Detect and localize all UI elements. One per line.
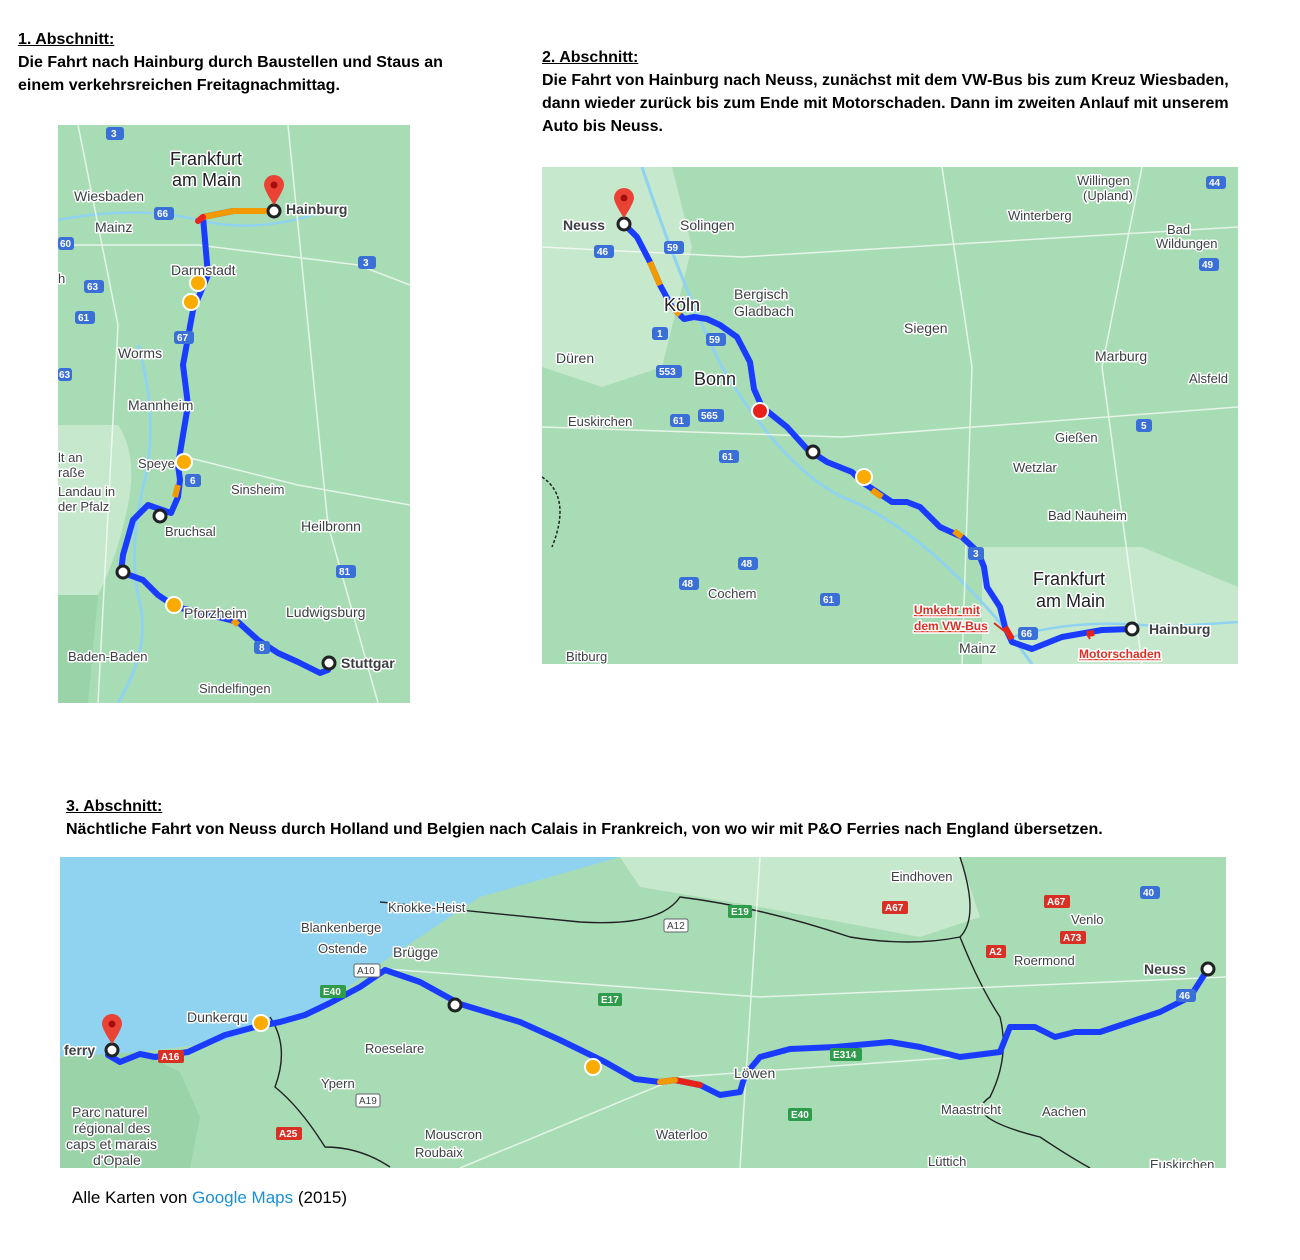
label-roubaix: Roubaix [415, 1145, 463, 1160]
label-upland: (Upland) [1083, 188, 1133, 203]
label-solingen: Solingen [680, 217, 735, 233]
svg-text:61: 61 [823, 595, 835, 606]
label-parc-line1: Parc naturel [72, 1104, 148, 1120]
svg-text:66: 66 [157, 209, 169, 220]
map3-roadwork-icon [585, 1059, 601, 1075]
label-neuss: Neuss [563, 217, 606, 233]
label-waterloo: Waterloo [656, 1127, 708, 1142]
label-pfalz: der Pfalz [58, 499, 110, 514]
map2-start-point[interactable] [1126, 623, 1138, 635]
section1-caption [18, 28, 488, 97]
label-pforzheim: Pforzheim [184, 605, 248, 621]
map1-traffic-segment2 [175, 485, 178, 497]
section2-caption [542, 46, 1242, 138]
footer-prefix: Alle Karten von [72, 1188, 193, 1207]
svg-text:E40: E40 [323, 987, 341, 998]
label-cochem: Cochem [708, 586, 757, 601]
section1-heading: 1. Abschnitt: [18, 31, 115, 48]
svg-text:61: 61 [673, 416, 685, 427]
label-stuttgart: Stuttgar [341, 655, 395, 671]
svg-text:8: 8 [259, 643, 265, 654]
label-winterberg: Winterberg [1008, 208, 1072, 223]
label-euskirchen: Euskirchen [568, 414, 633, 429]
map-section3[interactable] [60, 857, 1226, 1168]
label-an: lt an [58, 450, 83, 465]
map3-waypoint[interactable] [449, 999, 461, 1011]
svg-text:44: 44 [1209, 178, 1221, 189]
svg-text:E314: E314 [833, 1050, 857, 1061]
map-section2[interactable] [542, 167, 1238, 664]
label-bad-nauheim: Bad Nauheim [1048, 508, 1127, 523]
map1-waypoint[interactable] [154, 510, 166, 522]
label-blankenberge: Blankenberge [301, 920, 382, 935]
label-mainz: Mainz [959, 640, 997, 656]
label-roermond: Roermond [1014, 953, 1075, 968]
svg-text:1: 1 [657, 329, 663, 340]
label-am-main: am Main [172, 170, 242, 190]
label-landau: Landau in [58, 484, 116, 499]
label-knokke: Knokke-Heist [388, 900, 466, 915]
svg-text:48: 48 [741, 559, 753, 570]
note-umkehr-line2: dem VW-Bus [914, 619, 988, 633]
svg-text:81: 81 [339, 567, 351, 578]
label-bruchsal: Bruchsal [165, 524, 216, 539]
google-maps-link[interactable]: Google Maps [192, 1188, 294, 1207]
svg-text:A25: A25 [279, 1129, 298, 1140]
map1-canvas [58, 125, 410, 703]
label-wetzlar: Wetzlar [1013, 460, 1057, 475]
label-ludwigsburg: Ludwigsburg [286, 604, 366, 620]
map3-canvas [60, 857, 1226, 1168]
svg-text:A67: A67 [1047, 897, 1066, 908]
label-bitburg: Bitburg [566, 649, 608, 664]
label-baden-baden: Baden-Baden [68, 649, 148, 664]
label-hainburg: Hainburg [286, 201, 348, 217]
label-am-main: am Main [1036, 591, 1106, 611]
svg-text:46: 46 [597, 247, 609, 258]
svg-text:63: 63 [87, 282, 99, 293]
map2-accident-icon [752, 403, 768, 419]
label-darmstadt: Darmstadt [171, 262, 236, 278]
map1-traffic-red [198, 217, 203, 221]
section2-text: Die Fahrt von Hainburg nach Neuss, zunächst mit dem VW-Bus bis zum Kreuz Wiesbaden, dann wieder zurück bis zum Ende mit Motorschaden. Dann im zweiten Anlauf mit unserem Auto bis Neuss. [542, 72, 1229, 135]
label-gladbach: Gladbach [734, 303, 794, 319]
label-ferry: ferry [64, 1042, 96, 1058]
label-roeselare: Roeselare [365, 1041, 425, 1056]
svg-text:3: 3 [111, 129, 117, 140]
label-bruegge: Brügge [393, 944, 439, 960]
label-koeln: Köln [664, 295, 701, 315]
svg-text:61: 61 [722, 452, 734, 463]
label-bergisch: Bergisch [734, 286, 789, 302]
label-sinsheim: Sinsheim [231, 482, 285, 497]
svg-text:59: 59 [709, 335, 721, 346]
label-bad: Bad [1167, 222, 1191, 237]
svg-text:A19: A19 [359, 1096, 377, 1107]
label-hainburg: Hainburg [1149, 621, 1211, 637]
map3-destination-point[interactable] [106, 1044, 118, 1056]
label-parc-line2: régional des [74, 1120, 151, 1136]
map-section1[interactable] [58, 125, 410, 703]
label-willingen: Willingen [1077, 173, 1130, 188]
map1-start-point[interactable] [323, 657, 335, 669]
svg-text:A67: A67 [885, 903, 904, 914]
svg-text:59: 59 [667, 243, 679, 254]
svg-text:553: 553 [659, 367, 676, 378]
map2-roadwork-icon [856, 469, 872, 485]
svg-text:E19: E19 [731, 907, 749, 918]
svg-text:E40: E40 [791, 1110, 809, 1121]
svg-text:A10: A10 [357, 966, 375, 977]
svg-text:49: 49 [1202, 260, 1214, 271]
section3-caption [66, 795, 1246, 841]
label-wildungen: Wildungen [1156, 236, 1218, 251]
label-mouscron: Mouscron [425, 1127, 483, 1142]
svg-text:5: 5 [1141, 421, 1147, 432]
svg-text:A16: A16 [161, 1052, 180, 1063]
svg-text:48: 48 [682, 579, 694, 590]
section3-heading: 3. Abschnitt: [66, 798, 163, 815]
label-mannheim: Mannheim [128, 397, 194, 413]
svg-text:3: 3 [973, 549, 979, 560]
footer-suffix: (2015) [293, 1188, 348, 1207]
svg-text:66: 66 [1021, 629, 1033, 640]
map2-waypoint[interactable] [807, 446, 819, 458]
label-luettich: Lüttich [928, 1154, 967, 1168]
label-marburg: Marburg [1095, 348, 1148, 364]
label-eindhoven: Eindhoven [891, 869, 953, 884]
label-venlo: Venlo [1071, 912, 1104, 927]
section1-text: Die Fahrt nach Hainburg durch Baustellen und Staus an einem verkehrsreichen Freitagnachmittag. [18, 54, 443, 94]
label-wiesbaden: Wiesbaden [74, 188, 145, 204]
svg-text:6: 6 [190, 476, 196, 487]
label-loewen: Löwen [734, 1065, 776, 1081]
svg-text:61: 61 [78, 313, 90, 324]
label-neuss: Neuss [1144, 961, 1187, 977]
svg-text:A73: A73 [1063, 933, 1082, 944]
label-frankfurt: Frankfurt [170, 149, 243, 169]
label-maastricht: Maastricht [941, 1102, 1001, 1117]
label-dueren: Düren [556, 350, 595, 366]
note-umkehr-line1: Umkehr mit [914, 603, 981, 617]
label-euskirchen: Euskirchen [1150, 1157, 1215, 1168]
label-siegen: Siegen [904, 320, 948, 336]
svg-text:E17: E17 [601, 995, 619, 1006]
svg-text:3: 3 [363, 258, 369, 269]
label-aachen: Aachen [1042, 1104, 1087, 1119]
section2-heading: 2. Abschnitt: [542, 49, 639, 66]
map3-roadwork-icon2 [253, 1015, 269, 1031]
label-bonn: Bonn [694, 369, 737, 389]
footer-credit [72, 1188, 347, 1208]
label-parc-line4: d'Opale [93, 1152, 141, 1168]
svg-text:A2: A2 [989, 947, 1002, 958]
label-giessen: Gießen [1055, 430, 1098, 445]
label-h: h [58, 271, 66, 286]
map1-destination-point[interactable] [268, 205, 280, 217]
map3-start-point[interactable] [1202, 963, 1214, 975]
map2-canvas [542, 167, 1238, 664]
label-worms: Worms [118, 345, 163, 361]
svg-text:565: 565 [701, 411, 718, 422]
label-heilbronn: Heilbronn [301, 518, 361, 534]
map1-waypoint[interactable] [117, 566, 129, 578]
section3-text: Nächtliche Fahrt von Neuss durch Holland und Belgien nach Calais in Frankreich, von wo wir mit P&O Ferries nach England übersetzen. [66, 821, 1103, 838]
svg-text:40: 40 [1143, 888, 1155, 899]
label-mainz: Mainz [95, 219, 133, 235]
map2-destination-point[interactable] [618, 218, 630, 230]
label-alsfeld: Alsfeld [1189, 371, 1229, 386]
label-dunkerque: Dunkerqu [187, 1009, 248, 1025]
label-frankfurt: Frankfurt [1033, 569, 1106, 589]
svg-text:60: 60 [60, 239, 72, 250]
svg-text:46: 46 [1179, 991, 1191, 1002]
svg-text:63: 63 [59, 370, 71, 381]
label-parc-line3: caps et marais [66, 1136, 158, 1152]
label-strasse: raße [58, 465, 85, 480]
svg-text:A12: A12 [667, 921, 685, 932]
label-ostende: Ostende [318, 941, 368, 956]
label-ypern: Ypern [321, 1076, 355, 1091]
svg-text:67: 67 [177, 333, 189, 344]
note-motorschaden: Motorschaden [1079, 647, 1162, 661]
label-sindelfingen: Sindelfingen [199, 681, 271, 696]
map3-traffic-orange [660, 1080, 675, 1082]
label-speyer: Speye [138, 456, 175, 471]
